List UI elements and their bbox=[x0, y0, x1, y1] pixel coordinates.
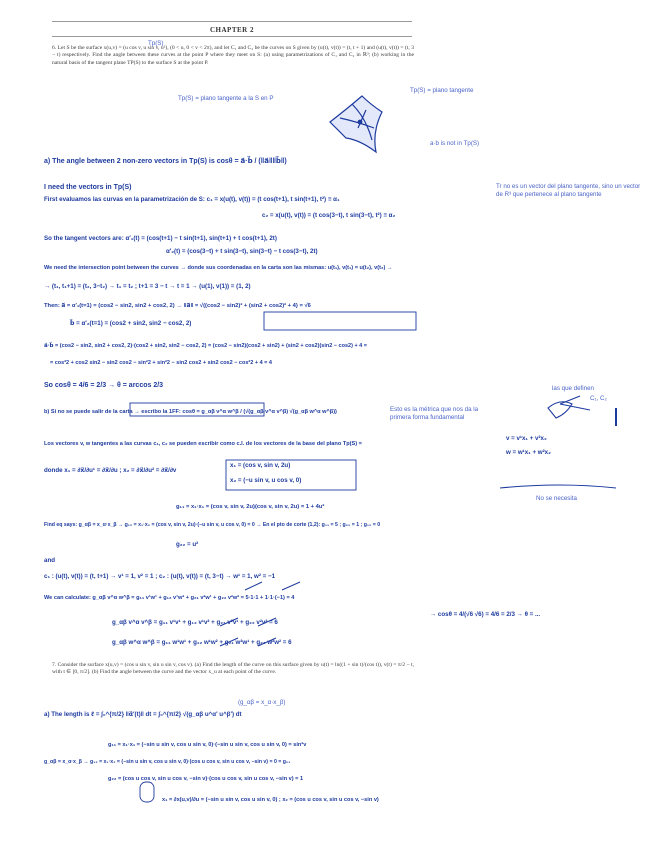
note-line-32: x₁ = ∂x(u,v)/∂u = (−sin u sin v, cos u sin v, 0) ; x₂ = (cos u cos v, sin u cos v, −sin v) bbox=[162, 797, 379, 803]
side-note-las-que-definen: las que definen bbox=[552, 385, 594, 392]
note-line-6: α′₂(t) = (cos(3−t) + t sin(3−t), sin(3−t) − t cos(3−t), 2t) bbox=[166, 248, 318, 255]
note-line-23: c₁ : (u(t), v(t)) = (t, t+1) → v¹ = 1, v² = 1 ; c₂ : (u(t), v(t)) = (t, 3−t) → w¹ = 1, w² = −1 bbox=[44, 573, 276, 580]
side-note-plane: Tp(S) = plano tangente bbox=[410, 87, 474, 94]
note-line-26: g_αβ w^α w^β = g₁₁ w¹w¹ + g₁₂ w¹w² + g₂₁ w²w¹ + g₂₂ w²w² = 6 bbox=[112, 639, 292, 646]
note-line-7: We need the intersection point between the curves → donde sus coordenadas en la carta son las mismas: u(t₁), v(t₁) = u(t₂), v(t₂) → bbox=[44, 265, 393, 271]
note-line-16: donde x₁ = ∂x⃗/∂u¹ = ∂x⃗/∂u ; x₂ = ∂x⃗/∂u² = ∂x⃗/∂v bbox=[44, 467, 177, 474]
side-note-c1c2: C₁, C₂ bbox=[590, 395, 607, 402]
note-line-13: So cosθ = 4/6 = 2/3 → θ = arccos 2/3 bbox=[44, 382, 164, 389]
side-note-v: v = v¹x₁ + v²x₂ bbox=[506, 435, 547, 442]
surface-sketch bbox=[330, 96, 382, 152]
side-note-tps-top: Tp(S) bbox=[148, 40, 164, 47]
note-line-1: a) The angle between 2 non-zero vectors in Tp(S) is cosθ = a⃗·b⃗ / (‖a⃗‖‖b⃗‖) bbox=[44, 158, 287, 165]
note-line-25: g_αβ v^α v^β = g₁₁ v¹v¹ + g₁₂ v¹v² + g₂₁ v²v¹ + g₂₂ v²v² = 6 bbox=[112, 619, 278, 626]
note-line-2: I need the vectors in Tp(S) bbox=[44, 184, 132, 191]
note-line-8: → (t₁, t₁+1) = (t₂, 3−t₂) → t₁ = t₂ ; t+1 = 3 − t → t = 1 → (u(1), v(1)) = (1, 2) bbox=[44, 283, 251, 290]
note-line-5: So the tangent vectors are: α′₁(t) = (cos(t+1) − t sin(t+1), sin(t+1) + t cos(t+1), 2t) bbox=[44, 235, 277, 242]
note-line-15: Los vectores v, w tangentes a las curvas c₁, c₂ se pueden escribir como c.l. de los vectores de la base del plano Tp(S) = bbox=[44, 441, 362, 447]
note-line-24: We can calculate: g_αβ v^α w^β = g₁₁ v¹w¹ + g₁₂ v¹w² + g₂₁ v²w¹ + g₂₂ v²w² = 5·1·1 + 1·1·(−1) = 4 bbox=[44, 595, 295, 601]
note-line-21: g₂₂ = u² bbox=[176, 541, 199, 548]
side-note-w: w = w¹x₁ + w²x₂ bbox=[506, 449, 551, 456]
problem-7-statement: 7. Consider the surface x(u,v) = (cos u sin v, sin u sin v, cos v). (a) Find the length of the curve on this surface given by u(t) = ln((1 + sin t)/(cos t)), v(t) = π/2 − t, with t ∈ [0, π/2]. (b) Find the angle between the curve and the vector x_u at each point of the curve. bbox=[52, 662, 414, 676]
note-line-14: b) Si no se puede salir de la carta → escribo la 1FF: cosθ = g_αβ v^α w^β / (√(g_αβ v^α v^β) √(g_αβ w^α w^β)) bbox=[44, 409, 337, 415]
note-line-22: and bbox=[44, 557, 56, 564]
boxes bbox=[130, 312, 416, 802]
side-note-no-se-necesita: No se necesita bbox=[536, 495, 577, 502]
problem-6-statement: 6. Let S be the surface x(u,v) = (u cos v, u sin v, u²), (0 < u, 0 < v < 2π), and let C₁ and C₂ be the curves on S given by (u(t), v(t)) = (t, t + 1) and (u(t), v(t)) = (t, 3 − t) respectively. Find the angle between these curves at the point P where they meet on S: (a) using parametrizations of C₁ and C₂ in ℝ³; (b) working in the natural basis of the tangent plane TP(S) to the surface S at the point P. bbox=[52, 45, 414, 66]
side-note-not-vector: Tr no es un vector del plano tangente, sino un vector de R³ que pertenece al plano tangente bbox=[496, 183, 641, 198]
note-line-11: a⃗·b⃗ = (cos2 − sin2, sin2 + cos2, 2)·(cos2 + sin2, sin2 − cos2, 2) = (cos2 − sin2)(cos2 + sin2) + (sin2 + cos2)(sin2 − cos2) + 4 = bbox=[44, 343, 367, 349]
note-line-30: g_αβ = x_α·x_β → g₁₂ = x₁·x₂ = (−sin u sin v, cos u sin v, 0)·(cos u cos v, sin u cos v, −sin v) = 0 = g₂₁ bbox=[44, 759, 291, 765]
note-line-20: Find eq says: g_αβ = x_α·x_β → g₁₂ = x₁·x₂ = (cos v, sin v, 2u)·(−u sin v, u cos v, 0) = 0 → En el pto de corte (1,2): g₁₁ = 5 ; g₂₂ = 1 ; g₁₂ = 0 bbox=[44, 522, 381, 528]
note-line-12: = cos²2 + cos2 sin2 − sin2 cos2 − sin²2 + sin²2 − sin2 cos2 + sin2 cos2 − cos²2 + 4 = 4 bbox=[50, 360, 272, 366]
note-line-3: First evaluamos las curvas en la parametrización de S: c₁ = x(u(t), v(t)) = (t cos(t+1), t sin(t+1), t²) ≡ α₁ bbox=[44, 196, 340, 203]
side-note-tangent-plane: Tp(S) = plano tangente a la S en P bbox=[178, 95, 274, 102]
note-line-10: b⃗ = α′₂(t=1) = (cos2 + sin2, sin2 − cos2, 2) bbox=[70, 320, 192, 327]
note-line-31: g₂₂ = (cos u cos v, sin u cos v, −sin v)·(cos u cos v, sin u cos v, −sin v) = 1 bbox=[108, 776, 304, 782]
strike-marks bbox=[220, 582, 300, 646]
note-line-18: x₂ = (−u sin v, u cos v, 0) bbox=[230, 477, 302, 484]
note-line-27: → cosθ = 4/(√6 √6) = 4/6 = 2/3 → θ = ... bbox=[430, 611, 541, 618]
note-line-9: Then: a⃗ = α′₁(t=1) = (cos2 − sin2, sin2 + cos2, 2) → ‖a⃗‖ = √((cos2 − sin2)² + (sin2 + cos2)² + 4) = √6 bbox=[44, 303, 311, 309]
note-line-4: c₂ = x(u(t), v(t)) = (t cos(3−t), t sin(3−t), t²) ≡ α₂ bbox=[262, 212, 396, 219]
side-note-metric-eq: (g_αβ = x_α·x_β) bbox=[238, 699, 286, 706]
side-note-ab: a·b is not in Tp(S) bbox=[430, 140, 480, 147]
note-line-17: x₁ = (cos v, sin v, 2u) bbox=[230, 462, 291, 469]
note-line-19: g₁₁ = x₁·x₁ = (cos v, sin v, 2u)(cos v, sin v, 2u) = 1 + 4u² bbox=[176, 504, 325, 510]
side-note-metrica: Esto es la métrica que nos da la primera forma fundamental bbox=[390, 406, 479, 421]
note-line-29: g₁₁ = x₁·x₁ = (−sin u sin v, cos u sin v, 0)·(−sin u sin v, cos u sin v, 0) = sin²v bbox=[108, 742, 307, 748]
note-line-28: a) The length is ℓ = ∫₀^{π/2} ‖α⃗′(t)‖ dt = ∫₀^{π/2} √(g_αβ u^α′ u^β′) dt bbox=[44, 711, 242, 718]
chapter-heading: CHAPTER 2 bbox=[210, 26, 254, 34]
